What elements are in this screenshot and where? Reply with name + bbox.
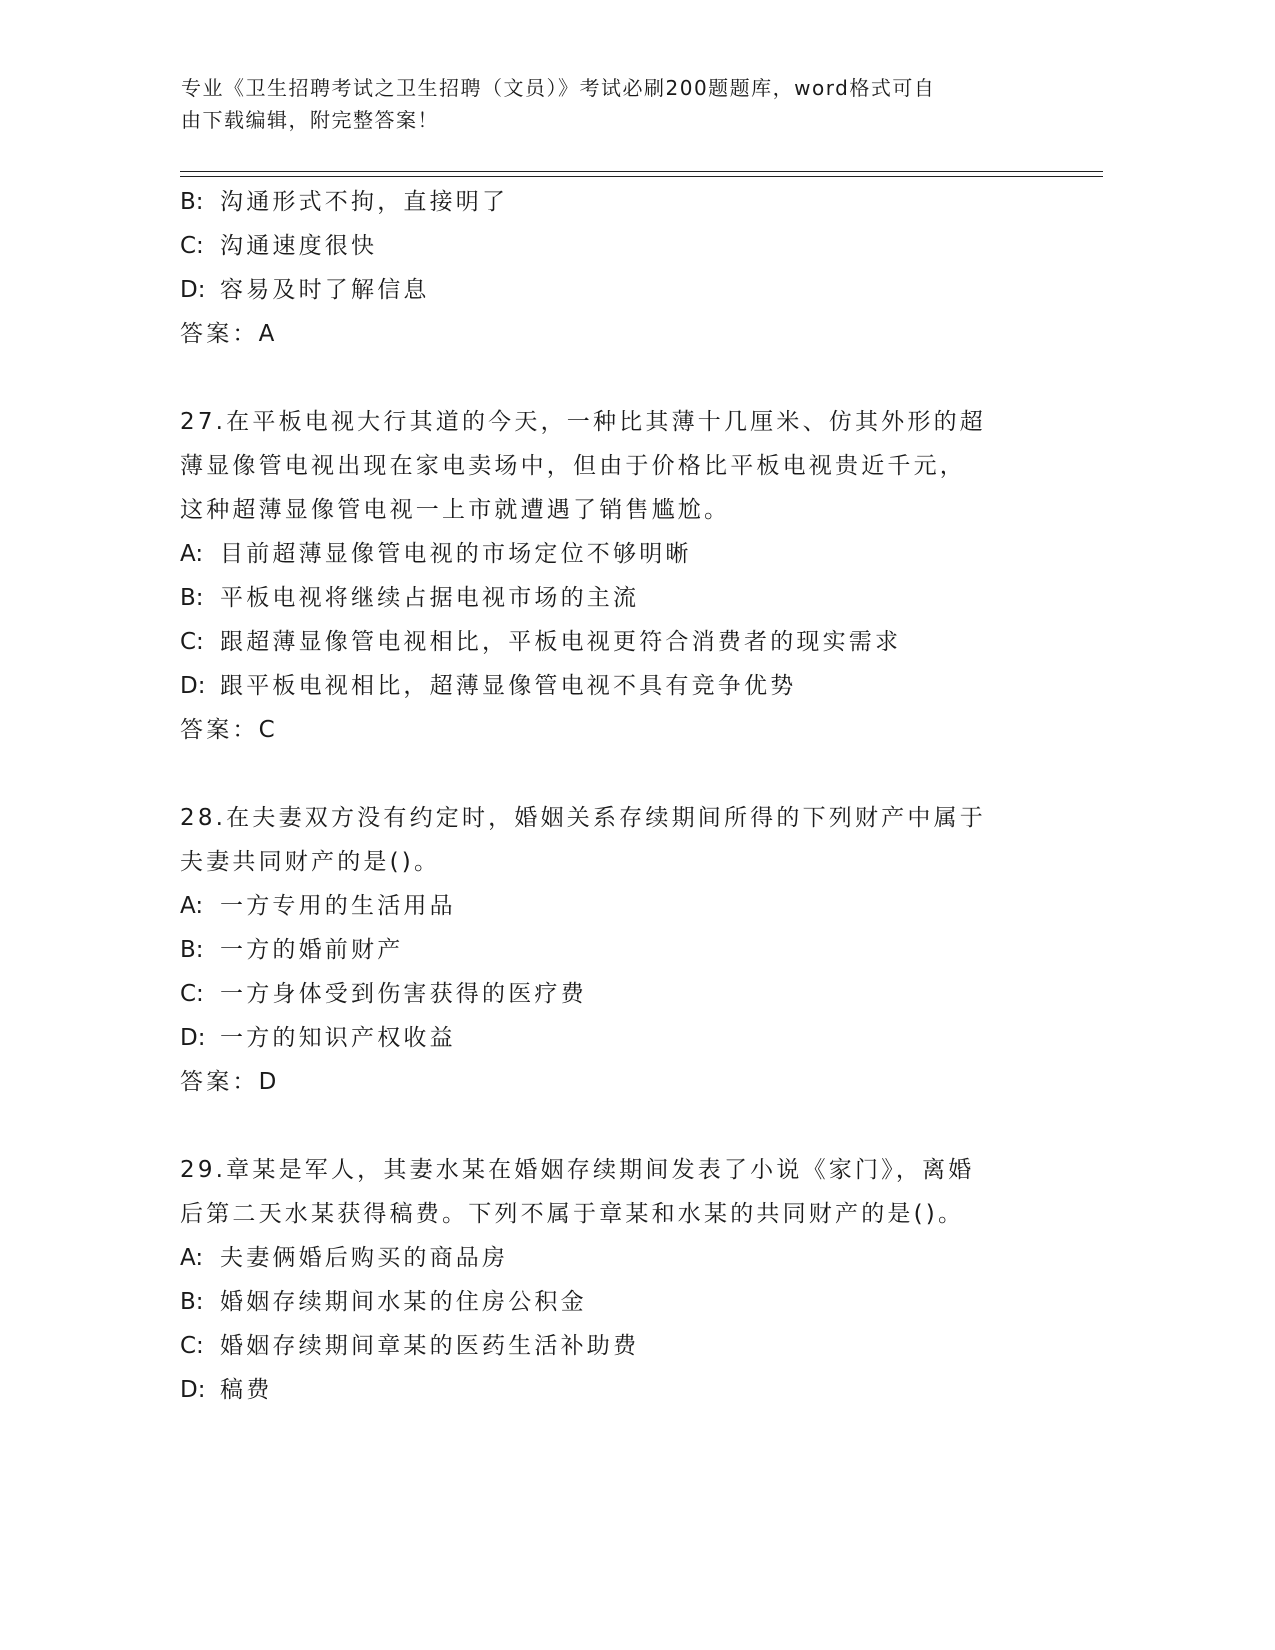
- header-rule-top: [180, 171, 1103, 172]
- question-28: [180, 796, 1080, 1104]
- spacer: [180, 752, 1080, 796]
- question-stem-line: 27.在平板电视大行其道的今天，一种比其薄十几厘米、仿其外形的超: [180, 409, 986, 435]
- question-stem-line: 28.在夫妻双方没有约定时，婚姻关系存续期间所得的下列财产中属于: [180, 805, 986, 831]
- question-stem-line: 夫妻共同财产的是()。: [180, 849, 441, 875]
- spacer: [180, 356, 1080, 400]
- option-c: C: 一方身体受到伤害获得的医疗费: [180, 981, 587, 1007]
- question-stem-line: 后第二天水某获得稿费。下列不属于章某和水某的共同财产的是()。: [180, 1201, 965, 1227]
- option-d: D: 稿费: [180, 1377, 273, 1403]
- answer: 答案：D: [180, 1069, 280, 1095]
- option-c: C: 跟超薄显像管电视相比，平板电视更符合消费者的现实需求: [180, 629, 902, 655]
- header-line-2: 由下载编辑，附完整答案！: [181, 108, 439, 132]
- option-a: A: 目前超薄显像管电视的市场定位不够明晰: [180, 541, 692, 567]
- option-c: C: 沟通速度很快: [180, 233, 378, 259]
- option-d: D: 容易及时了解信息: [180, 277, 430, 303]
- option-a: A: 夫妻俩婚后购买的商品房: [180, 1245, 509, 1271]
- question-prev: [180, 180, 1080, 356]
- option-c: C: 婚姻存续期间章某的医药生活补助费: [180, 1333, 640, 1359]
- document-header: [181, 72, 1081, 136]
- answer: 答案：C: [180, 717, 278, 743]
- option-a: A: 一方专用的生活用品: [180, 893, 456, 919]
- question-27: [180, 400, 1080, 752]
- header-line-1: 专业《卫生招聘考试之卫生招聘（文员）》考试必刷200题题库，word格式可自: [181, 76, 936, 100]
- option-d: D: 跟平板电视相比，超薄显像管电视不具有竞争优势: [180, 673, 797, 699]
- question-stem-line: 薄显像管电视出现在家电卖场中，但由于价格比平板电视贵近千元，: [180, 453, 966, 479]
- question-stem-line: 这种超薄显像管电视一上市就遭遇了销售尴尬。: [180, 497, 731, 523]
- question-29: [180, 1148, 1080, 1412]
- header-rule-bottom: [180, 176, 1103, 177]
- option-b: B: 平板电视将继续占据电视市场的主流: [180, 585, 640, 611]
- option-d: D: 一方的知识产权收益: [180, 1025, 456, 1051]
- question-content: [180, 180, 1080, 1412]
- option-b: B: 一方的婚前财产: [180, 937, 404, 963]
- answer: 答案：A: [180, 321, 278, 347]
- option-b: B: 沟通形式不拘，直接明了: [180, 189, 509, 215]
- question-stem-line: 29.章某是军人，其妻水某在婚姻存续期间发表了小说《家门》，离婚: [180, 1157, 975, 1183]
- spacer: [180, 1104, 1080, 1148]
- option-b: B: 婚姻存续期间水某的住房公积金: [180, 1289, 587, 1315]
